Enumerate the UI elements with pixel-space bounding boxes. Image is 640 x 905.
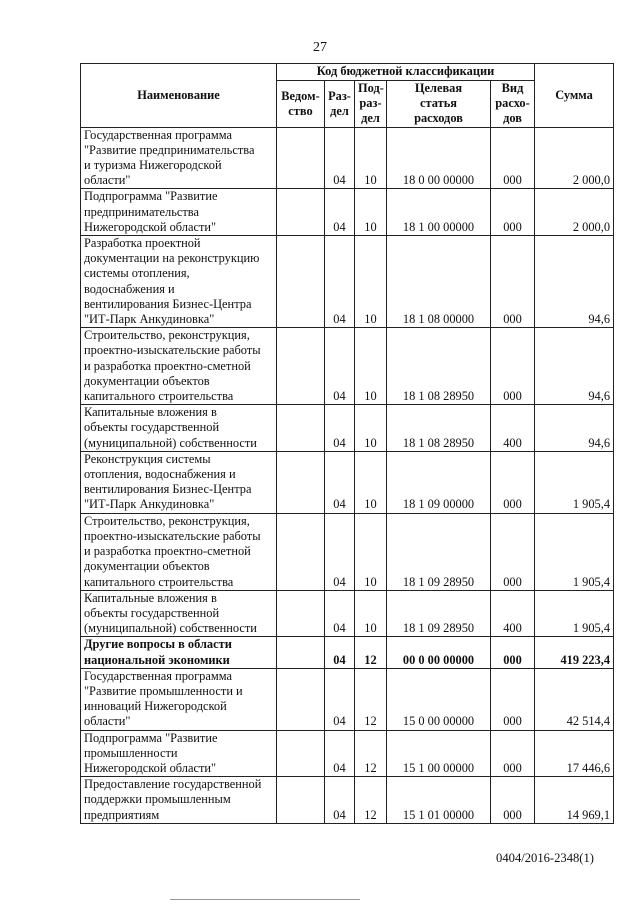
header-expense-type (491, 81, 535, 128)
row-name-line: Подпрограмма "Развитие (84, 189, 218, 204)
header-razdel-line: Раз- (328, 88, 351, 103)
header-sum: Сумма (535, 64, 614, 128)
row-expense-type: 000 (491, 637, 535, 668)
row-name-line: отопления, водоснабжения и (84, 467, 236, 482)
table-row (81, 189, 614, 236)
header-podrazdel-line: Под- (358, 81, 384, 95)
row-podrazdel: 12 (355, 637, 387, 668)
budget-table (80, 63, 614, 824)
row-name-line: "ИТ-Парк Анкудиновка" (84, 312, 215, 327)
row-razdel: 04 (325, 668, 355, 730)
row-razdel: 04 (325, 513, 355, 590)
row-expense-type: 400 (491, 590, 535, 637)
row-name-line: объекты государственной (84, 605, 220, 620)
row-vedomstvo (277, 451, 325, 513)
row-vedomstvo (277, 513, 325, 590)
page-number: 27 (313, 40, 327, 55)
row-name-line: и разработка проектно-сметной (84, 544, 251, 559)
row-podrazdel: 12 (355, 730, 387, 777)
header-podrazdel-line: раз- (359, 96, 382, 111)
row-name-line: водоснабжения и (84, 281, 175, 296)
row-podrazdel: 12 (355, 668, 387, 730)
row-vedomstvo (277, 590, 325, 637)
row-name-line: капитального строительства (84, 389, 234, 404)
table-row (81, 451, 614, 513)
row-name (81, 127, 277, 189)
row-vedomstvo (277, 127, 325, 189)
row-name-line: Другие вопросы в области (84, 637, 232, 652)
row-name (81, 777, 277, 824)
row-target-article: 15 1 00 00000 (387, 730, 491, 777)
row-expense-type: 000 (491, 451, 535, 513)
row-sum: 1 905,4 (535, 451, 614, 513)
header-podrazdel (355, 81, 387, 128)
header-expense-line: Вид (501, 81, 524, 95)
row-name-line: проектно-изыскательские работы (84, 343, 261, 358)
row-name-line: "Развитие предпринимательства (84, 142, 255, 157)
table-row (81, 637, 614, 668)
header-razdel (325, 81, 355, 128)
row-vedomstvo (277, 777, 325, 824)
row-name-line: проектно-изыскательские работы (84, 528, 261, 543)
row-name-line: вентилирования Бизнес-Центра (84, 296, 252, 311)
row-name-line: области" (84, 173, 131, 188)
row-sum: 42 514,4 (535, 668, 614, 730)
row-razdel: 04 (325, 637, 355, 668)
row-target-article: 18 1 08 28950 (387, 405, 491, 452)
row-name-line: предпринимательства (84, 204, 199, 219)
row-target-article: 18 1 09 28950 (387, 513, 491, 590)
row-target-article: 18 1 08 28950 (387, 328, 491, 405)
header-target-article (387, 81, 491, 128)
header-expense-line: расхо- (495, 96, 530, 111)
header-podrazdel-line: дел (361, 111, 380, 126)
row-name-line: национальной экономики (84, 652, 230, 667)
row-name-line: вентилирования Бизнес-Центра (84, 482, 252, 497)
row-name-line: Нижегородской области" (84, 219, 217, 234)
row-razdel: 04 (325, 236, 355, 328)
row-sum: 1 905,4 (535, 590, 614, 637)
row-target-article: 15 1 01 00000 (387, 777, 491, 824)
row-name-line: Предоставление государственной (84, 777, 262, 792)
row-sum: 2 000,0 (535, 127, 614, 189)
row-expense-type: 000 (491, 668, 535, 730)
row-vedomstvo (277, 405, 325, 452)
row-name-line: документации объектов (84, 373, 210, 388)
row-sum: 14 969,1 (535, 777, 614, 824)
header-expense-line: дов (503, 111, 522, 126)
row-podrazdel: 10 (355, 513, 387, 590)
row-sum: 2 000,0 (535, 189, 614, 236)
row-razdel: 04 (325, 405, 355, 452)
row-podrazdel: 10 (355, 405, 387, 452)
row-name-line: (муниципальной) собственности (84, 621, 257, 636)
header-target-line: расходов (414, 111, 463, 126)
table-row (81, 405, 614, 452)
row-target-article: 18 1 08 00000 (387, 236, 491, 328)
row-name-line: "ИТ-Парк Анкудиновка" (84, 497, 215, 512)
row-name-line: документации объектов (84, 559, 210, 574)
table-row (81, 730, 614, 777)
row-name-line: "Развитие промышленности и (84, 683, 243, 698)
row-podrazdel: 10 (355, 189, 387, 236)
row-vedomstvo (277, 730, 325, 777)
row-name-line: Капитальные вложения в (84, 590, 217, 605)
row-name (81, 189, 277, 236)
row-target-article: 18 1 00 00000 (387, 189, 491, 236)
row-name-line: и разработка проектно-сметной (84, 358, 251, 373)
row-razdel: 04 (325, 777, 355, 824)
row-name-line: поддержки промышленным (84, 792, 231, 807)
row-podrazdel: 10 (355, 590, 387, 637)
table-row (81, 777, 614, 824)
row-name-line: Капитальные вложения в (84, 405, 217, 420)
header-vedomstvo (277, 81, 325, 128)
row-name (81, 328, 277, 405)
row-podrazdel: 10 (355, 127, 387, 189)
row-sum: 17 446,6 (535, 730, 614, 777)
row-target-article: 18 1 09 28950 (387, 590, 491, 637)
row-razdel: 04 (325, 127, 355, 189)
row-name (81, 668, 277, 730)
row-name-line: Реконструкция системы (84, 451, 211, 466)
row-name-line: инноваций Нижегородской (84, 699, 227, 714)
row-podrazdel: 12 (355, 777, 387, 824)
table-row (81, 513, 614, 590)
row-name-line: промышленности (84, 745, 178, 760)
row-name-line: области" (84, 714, 131, 729)
header-target-line: статья (420, 96, 457, 111)
row-name-line: Государственная программа (84, 668, 232, 683)
table-row (81, 590, 614, 637)
row-vedomstvo (277, 236, 325, 328)
row-name-line: Подпрограмма "Развитие (84, 730, 218, 745)
row-target-article: 18 1 09 00000 (387, 451, 491, 513)
row-podrazdel: 10 (355, 451, 387, 513)
row-name-line: капитального строительства (84, 574, 234, 589)
row-podrazdel: 10 (355, 328, 387, 405)
row-name-line: документации на реконструкцию (84, 251, 260, 266)
row-podrazdel: 10 (355, 236, 387, 328)
header-vedomstvo-line: ство (288, 103, 313, 118)
row-name (81, 637, 277, 668)
row-target-article: 18 0 00 00000 (387, 127, 491, 189)
row-sum: 1 905,4 (535, 513, 614, 590)
header-razdel-line: дел (330, 103, 349, 118)
row-expense-type: 000 (491, 189, 535, 236)
row-name (81, 730, 277, 777)
row-name (81, 405, 277, 452)
row-target-article: 00 0 00 00000 (387, 637, 491, 668)
table-row (81, 127, 614, 189)
row-vedomstvo (277, 668, 325, 730)
scan-artifact-line (170, 899, 360, 900)
header-classification-group: Код бюджетной классификации (277, 64, 535, 81)
row-name-line: и туризма Нижегородской (84, 158, 222, 173)
row-razdel: 04 (325, 189, 355, 236)
row-razdel: 04 (325, 328, 355, 405)
table-row (81, 236, 614, 328)
row-sum: 94,6 (535, 328, 614, 405)
row-expense-type: 000 (491, 127, 535, 189)
row-name-line: (муниципальной) собственности (84, 435, 257, 450)
row-vedomstvo (277, 637, 325, 668)
row-name (81, 451, 277, 513)
header-target-line: Целевая (414, 81, 463, 95)
row-sum: 419 223,4 (535, 637, 614, 668)
row-vedomstvo (277, 189, 325, 236)
row-expense-type: 000 (491, 236, 535, 328)
row-expense-type: 400 (491, 405, 535, 452)
table-row (81, 328, 614, 405)
row-sum: 94,6 (535, 236, 614, 328)
row-razdel: 04 (325, 590, 355, 637)
row-name-line: системы отопления, (84, 266, 190, 281)
row-razdel: 04 (325, 451, 355, 513)
row-target-article: 15 0 00 00000 (387, 668, 491, 730)
row-name-line: предприятиям (84, 807, 160, 822)
row-expense-type: 000 (491, 730, 535, 777)
table-row (81, 668, 614, 730)
document-code: 0404/2016-2348(1) (496, 851, 594, 865)
row-razdel: 04 (325, 730, 355, 777)
row-expense-type: 000 (491, 513, 535, 590)
row-name (81, 513, 277, 590)
row-name-line: Строительство, реконструкция, (84, 328, 250, 343)
row-name-line: Строительство, реконструкция, (84, 513, 250, 528)
row-name-line: Государственная программа (84, 127, 232, 142)
row-name (81, 236, 277, 328)
row-sum: 94,6 (535, 405, 614, 452)
row-name-line: объекты государственной (84, 420, 220, 435)
row-name-line: Нижегородской области" (84, 760, 217, 775)
row-name (81, 590, 277, 637)
row-expense-type: 000 (491, 328, 535, 405)
header-name: Наименование (81, 64, 277, 128)
row-vedomstvo (277, 328, 325, 405)
row-expense-type: 000 (491, 777, 535, 824)
row-name-line: Разработка проектной (84, 236, 201, 251)
header-vedomstvo-line: Ведом- (281, 88, 320, 103)
table-body (81, 127, 614, 823)
